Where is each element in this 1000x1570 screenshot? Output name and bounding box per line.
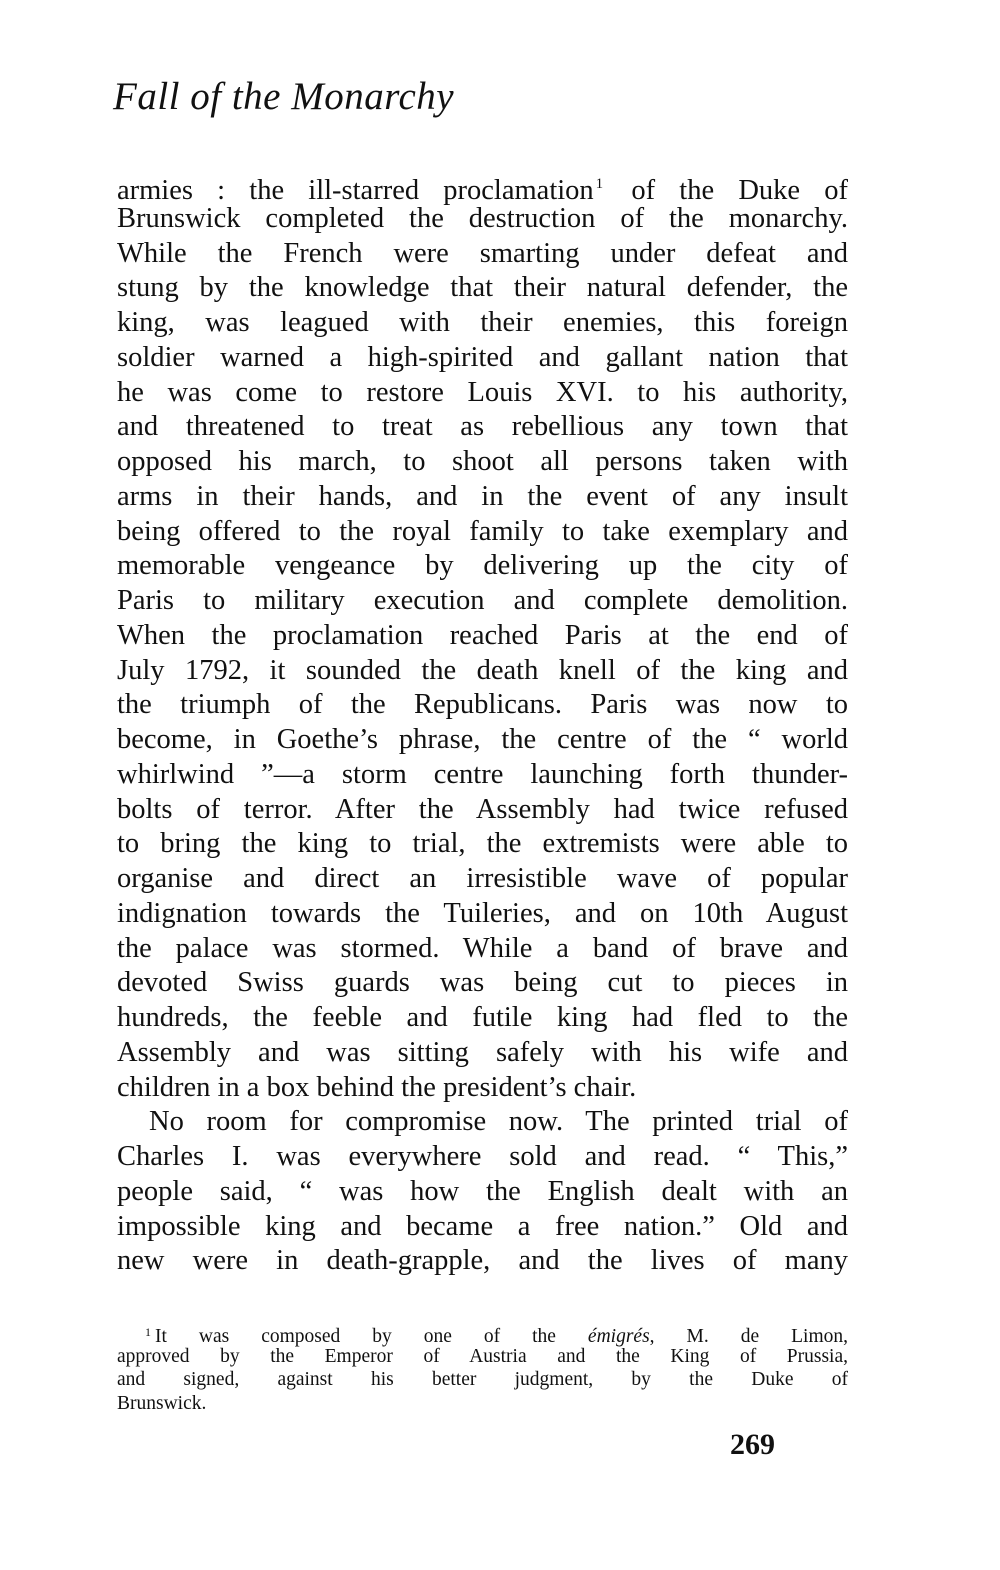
text-line: No room for compromise now. The printed trial of xyxy=(149,1106,848,1138)
text-segment: It was composed by one of the xyxy=(155,1326,588,1347)
text-line: Paris to military execution and complete demolition. xyxy=(117,585,848,616)
text-line: organise and direct an irresistible wave of popular xyxy=(117,863,848,894)
text-line: Assembly and was sitting safely with his wife and xyxy=(117,1036,848,1068)
text-line: While the French were smarting under defeat and xyxy=(117,237,848,269)
text-line: become, in Goethe’s phrase, the centre of the “ world xyxy=(117,724,848,755)
footnote-mark: 1 xyxy=(145,1325,151,1339)
text-line: people said, “ was how the English dealt with an xyxy=(117,1175,848,1207)
running-header: Fall of the Monarchy xyxy=(113,75,455,118)
text-line: July 1792, it sounded the death knell of the king and xyxy=(117,654,848,686)
footnote xyxy=(117,1321,848,1415)
text-line: devoted Swiss guards was being cut to pieces in xyxy=(117,967,848,999)
footnote-reference[interactable]: 1 xyxy=(595,176,604,192)
text-line: When the proclamation reached Paris at the end of xyxy=(117,619,848,651)
text-line: to bring the king to trial, the extremists were able to xyxy=(117,828,848,860)
text-line: indignation towards the Tuileries, and on 10th August xyxy=(117,897,848,929)
text-line: king, was leagued with their enemies, this foreign xyxy=(117,307,848,338)
text-line: stung by the knowledge that their natural defender, the xyxy=(117,272,848,304)
footnote-line: Brunswick. xyxy=(117,1392,207,1414)
text-line: bolts of terror. After the Assembly had twice refused xyxy=(117,793,848,825)
text-segment: armies : the ill-starred proclamation xyxy=(117,175,594,206)
text-line xyxy=(117,167,848,206)
text-line: memorable vengeance by delivering up the city of xyxy=(117,550,848,582)
text-line: Charles I. was everywhere sold and read. “ This,” xyxy=(117,1141,848,1172)
text-line: opposed his march, to shoot all persons taken with xyxy=(117,446,848,477)
text-segment: of the Duke of xyxy=(607,175,848,206)
text-line: hundreds, the feeble and futile king had fled to the xyxy=(117,1002,848,1033)
text-line: Brunswick completed the destruction of the monarchy. xyxy=(117,202,848,234)
footnote-line: and signed, against his better judgment, by the Duke of xyxy=(117,1369,848,1390)
text-line: the triumph of the Republicans. Paris was now to xyxy=(117,689,848,721)
body-text xyxy=(117,167,848,1279)
text-line: and threatened to treat as rebellious any town that xyxy=(117,411,848,443)
text-line: new were in death-grapple, and the lives of many xyxy=(117,1245,848,1277)
page-number: 269 xyxy=(730,1428,775,1461)
italic-term: émigrés xyxy=(587,1326,650,1347)
footnote-line xyxy=(117,1321,848,1345)
text-line: whirlwind ”—a storm centre launching forth thunder- xyxy=(117,758,848,790)
footnote-line: approved by the Emperor of Austria and the King of Prussia, xyxy=(117,1345,848,1367)
text-line: soldier warned a high-spirited and gallant nation that xyxy=(117,341,848,373)
text-line: he was come to restore Louis XVI. to his authority, xyxy=(117,376,848,408)
text-line: the palace was stormed. While a band of brave and xyxy=(117,932,848,964)
text-line: children in a box behind the president’s chair. xyxy=(117,1071,637,1103)
text-line: arms in their hands, and in the event of any insult xyxy=(117,480,848,512)
text-segment: , M. de Limon, xyxy=(649,1326,848,1347)
text-line: being offered to the royal family to take exemplary and xyxy=(117,515,848,547)
text-line: impossible king and became a free nation.” Old and xyxy=(117,1210,848,1242)
